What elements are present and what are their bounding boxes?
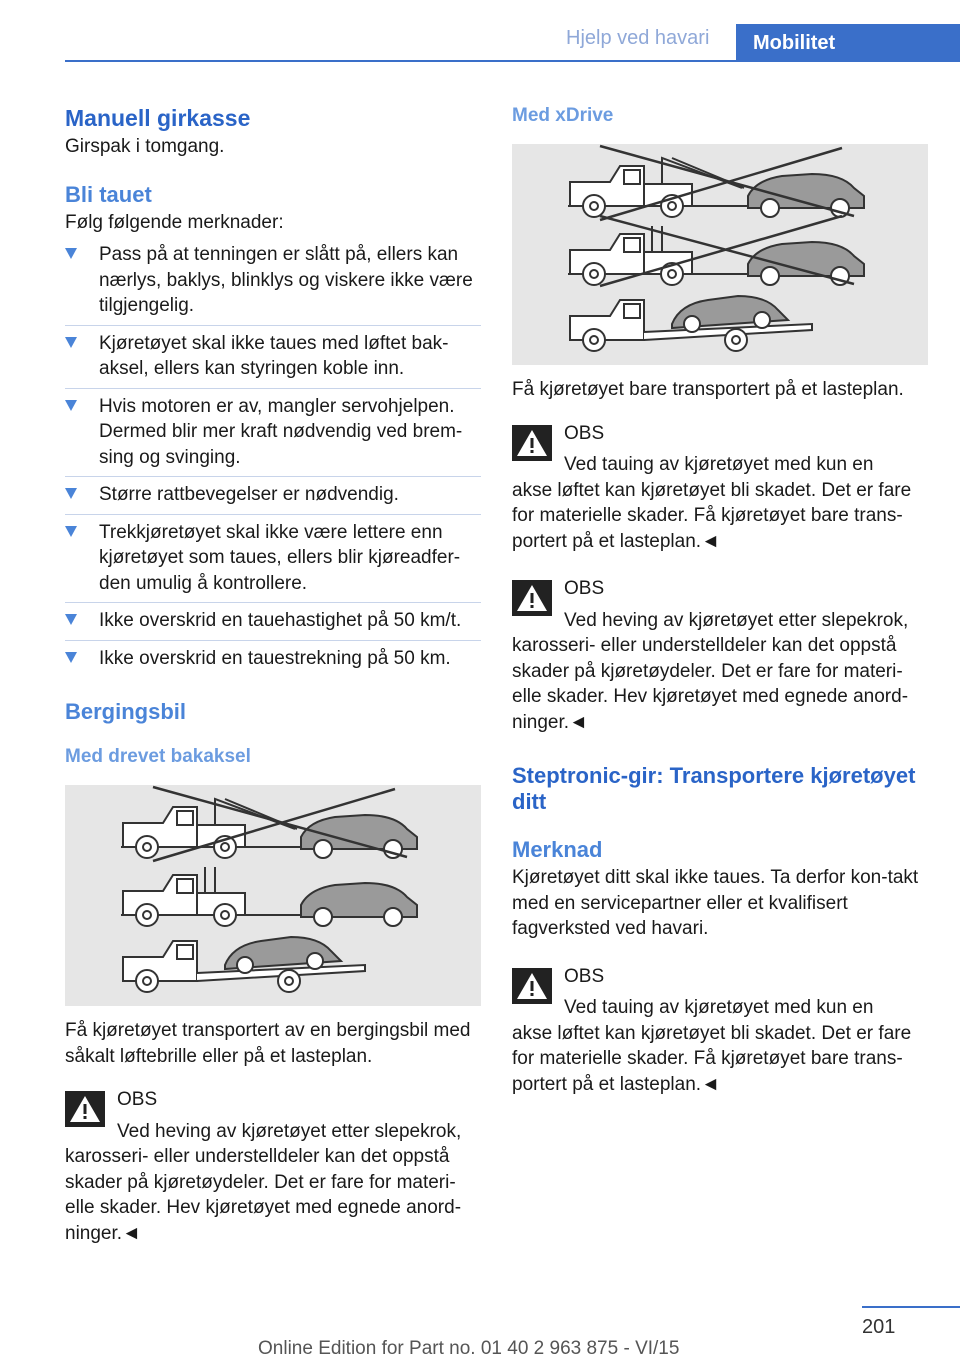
triangle-bullet-icon [65,652,77,663]
footer-rule [862,1306,960,1308]
warning-box [512,964,928,1098]
triangle-bullet-icon [65,248,77,259]
towed-intro: Følg følgende merknader: [65,211,284,233]
xdrive-heading: Med xDrive [512,105,614,126]
list-item: Hvis motoren er av, mangler servohjelpen. Dermed blir mer kraft nødvendig ved brem-sing og svinging. [65,389,481,478]
warning-icon [512,580,552,616]
triangle-bullet-icon [65,400,77,411]
steptronic-heading: Steptronic-gir: Transportere kjøretøyet ditt [512,763,916,814]
note-text: Kjøretøyet ditt skal ikke taues. Ta derfor kon-takt med en servicepartner eller et kvalifisert fagverksted ved havari. [512,867,919,939]
xdrive-caption: Få kjøretøyet bare transportert på et lasteplan. [512,379,904,400]
list-item: Pass på at tenningen er slått på, ellers kan nærlys, baklys, blinklys og viskere ikke være tilgjengelig. [65,237,481,326]
tow-truck-heading: Bergingsbil [65,699,187,724]
triangle-bullet-icon [65,488,77,499]
warning-title: OBS [564,965,605,987]
warning-text: karosseri- eller understelldeler kan det oppstå skader på kjøretøydeler. Det er fare for materi-elle skader. Hev kjøretøyet med egnede anord-ninger.◄ [512,635,909,733]
warning-box [65,1087,481,1246]
rear-drive-heading: Med drevet bakaksel [65,746,251,767]
list-item: Kjøretøyet skal ikke taues med løftet bak-aksel, ellers kan styringen koble inn. [65,326,481,389]
warning-text: akse løftet kan kjøretøyet bli skadet. Det er fare for materielle skader. Få kjøretøyet bare trans-portert på et lasteplan.◄ [512,479,912,552]
note-heading: Merknad [512,837,603,862]
page-number: 201 [862,1316,896,1338]
warning-box [512,421,928,555]
header-rule [65,60,960,62]
warning-text: karosseri- eller understelldeler kan det oppstå skader på kjøretøydeler. Det er fare for materi-elle skader. Hev kjøretøyet med egnede anord-ninger.◄ [65,1146,462,1244]
triangle-bullet-icon [65,614,77,625]
tow-truck-caption: Få kjøretøyet transportert av en bergingsbil med såkalt løftebrille eller på et lasteplan. [65,1020,471,1067]
tow-truck-illustration [65,785,481,1006]
manual-gearbox-text: Girspak i tomgang. [65,136,225,157]
chapter-tab[interactable]: Mobilitet [736,24,960,61]
list-item: Ikke overskrid en tauehastighet på 50 km/t. [65,603,481,641]
triangle-bullet-icon [65,337,77,348]
warning-title: OBS [564,578,605,599]
xdrive-illustration [512,144,928,365]
warning-text: Ved tauing av kjøretøyet med kun en [564,997,874,1018]
list-item: Trekkjøretøyet skal ikke være lettere enn kjøretøyet som taues, ellers blir kjøreadfer-den umulig å kontrollere. [65,515,481,604]
warning-title: OBS [564,422,605,444]
list-item: Større rattbevegelser er nødvendig. [65,477,481,515]
triangle-bullet-icon [65,526,77,537]
page-header [0,0,960,62]
right-column [512,100,928,1097]
manual-gearbox-heading: Manuell girkasse [65,105,251,131]
warning-icon [512,968,552,1004]
warning-icon [512,425,552,461]
section-tab[interactable]: Hjelp ved havari [566,27,710,49]
towing-notes-list [65,237,481,677]
left-column [65,100,481,1246]
warning-text: akse løftet kan kjøretøyet bli skadet. Det er fare for materielle skader. Få kjøretøyet bare trans-portert på et lasteplan.◄ [512,1022,912,1095]
warning-title: OBS [117,1089,158,1110]
warning-text: Ved tauing av kjøretøyet med kun en [564,454,874,475]
warning-text: Ved heving av kjøretøyet etter slepekrok, [564,609,909,631]
warning-icon [65,1091,105,1127]
warning-text: Ved heving av kjøretøyet etter slepekrok, [117,1120,462,1142]
list-item: Ikke overskrid en tauestrekning på 50 km. [65,641,481,678]
towed-heading: Bli tauet [65,181,152,207]
warning-box [512,576,928,735]
edition-footer: Online Edition for Part no. 01 40 2 963 875 - VI/15 [258,1338,680,1359]
